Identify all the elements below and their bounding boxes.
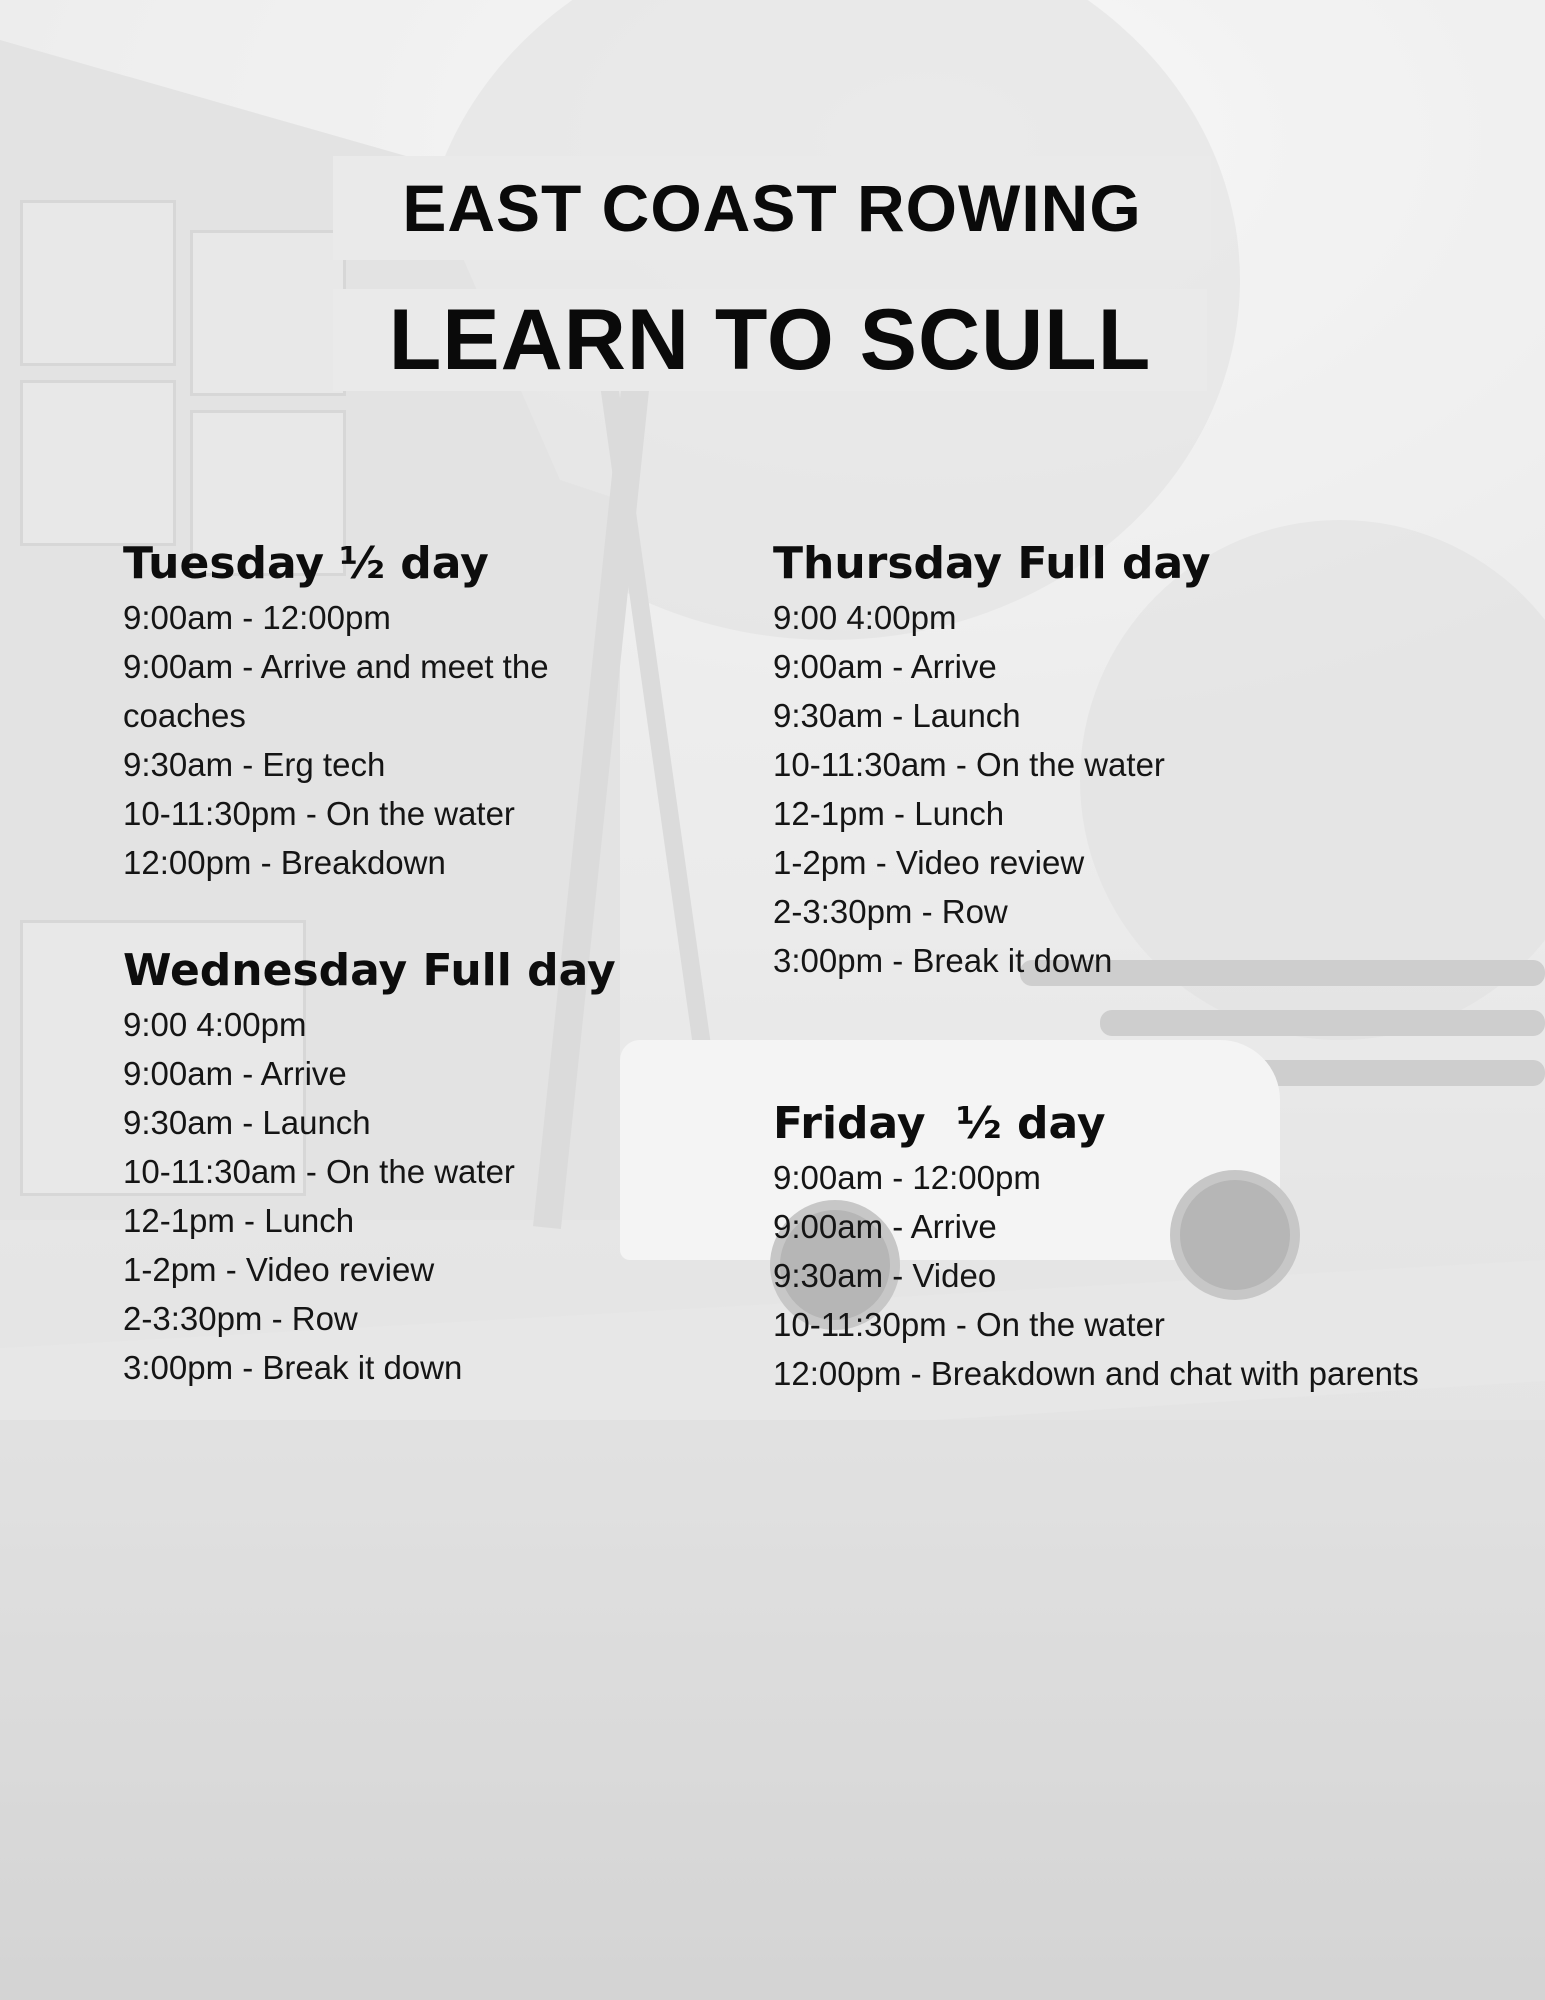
wednesday-section bbox=[123, 942, 683, 1392]
schedule-line: 10-11:30pm - On the water bbox=[773, 1306, 1165, 1343]
tuesday-section bbox=[123, 535, 683, 887]
schedule-line: 12:00pm - Breakdown bbox=[123, 844, 446, 881]
schedule-line: 9:00am - 12:00pm bbox=[123, 599, 391, 636]
schedule-line: 2-3:30pm - Row bbox=[773, 893, 1008, 930]
friday-heading: Friday ½ day bbox=[773, 1098, 1106, 1149]
org-title: EAST COAST ROWING bbox=[333, 156, 1211, 260]
schedule-line: 9:00am - Arrive bbox=[773, 648, 997, 685]
schedule-line: 9:30am - Launch bbox=[773, 697, 1021, 734]
schedule-line: 10-11:30am - On the water bbox=[773, 746, 1165, 783]
schedule-line: 9:00am - Arrive and meet the coaches bbox=[123, 648, 549, 734]
program-title: LEARN TO SCULL bbox=[333, 289, 1207, 391]
tuesday-heading: Tuesday ½ day bbox=[123, 538, 489, 589]
schedule-line: 12-1pm - Lunch bbox=[773, 795, 1005, 832]
thursday-heading: Thursday Full day bbox=[773, 538, 1211, 589]
schedule-line: 10-11:30am - On the water bbox=[123, 1153, 515, 1190]
schedule-line: 9:00am - Arrive bbox=[773, 1208, 997, 1245]
schedule-line: 3:00pm - Break it down bbox=[123, 1349, 463, 1386]
schedule-line: 9:00 4:00pm bbox=[773, 599, 957, 636]
thursday-schedule bbox=[773, 593, 1333, 985]
schedule-line: 12-1pm - Lunch bbox=[123, 1202, 355, 1239]
schedule-line: 1-2pm - Video review bbox=[773, 844, 1085, 881]
friday-section bbox=[773, 1095, 1419, 1398]
schedule-line: 9:30am - Erg tech bbox=[123, 746, 386, 783]
schedule-line: 3:00pm - Break it down bbox=[773, 942, 1113, 979]
wednesday-schedule bbox=[123, 1000, 683, 1392]
schedule-line: 9:00am - 12:00pm bbox=[773, 1159, 1041, 1196]
wednesday-heading: Wednesday Full day bbox=[123, 945, 616, 996]
schedule-line: 2-3:30pm - Row bbox=[123, 1300, 358, 1337]
friday-schedule bbox=[773, 1153, 1419, 1398]
schedule-line: 9:30am - Launch bbox=[123, 1104, 371, 1141]
tuesday-schedule bbox=[123, 593, 683, 887]
schedule-line: 9:30am - Video bbox=[773, 1257, 997, 1294]
schedule-line: 10-11:30pm - On the water bbox=[123, 795, 515, 832]
schedule-line: 12:00pm - Breakdown and chat with parents bbox=[773, 1355, 1419, 1392]
schedule-line: 9:00 4:00pm bbox=[123, 1006, 307, 1043]
thursday-section bbox=[773, 535, 1333, 985]
schedule-line: 1-2pm - Video review bbox=[123, 1251, 435, 1288]
schedule-line: 9:00am - Arrive bbox=[123, 1055, 347, 1092]
